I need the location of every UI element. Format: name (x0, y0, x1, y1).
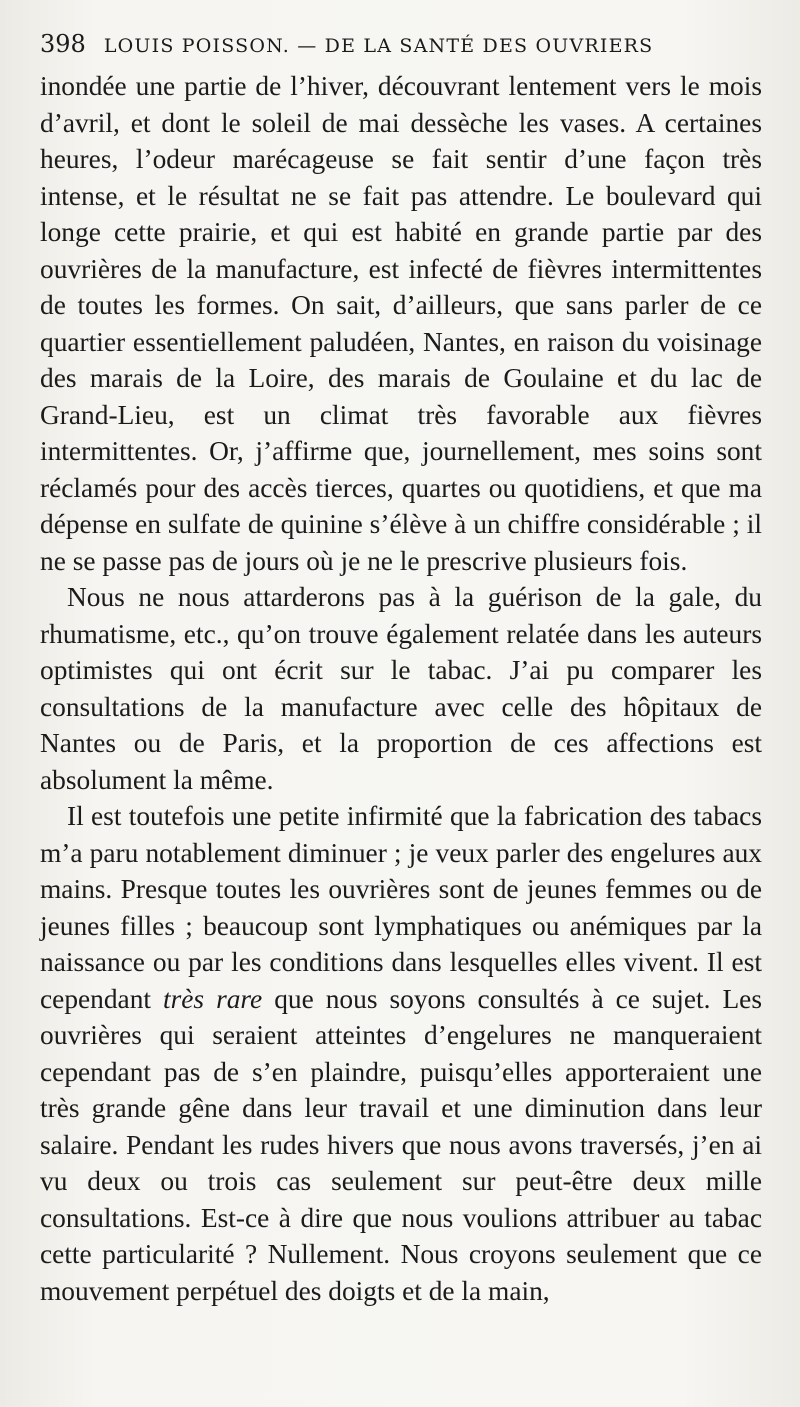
paragraph-continued: inondée une partie de l’hiver, découvrant lentement vers le mois d’avril, et dont le soleil de mai dessèche les vases. A certaines heures, l’odeur marécageuse se fait sentir d’une façon très intense, et le résultat ne se fait pas attendre. Le boulevard qui longe cette prairie, et qui est habité en grande partie par des ouvrières de la manufacture, est infecté de fièvres intermittentes de toutes les formes. On sait, d’ailleurs, que sans parler de ce quartier essentiellement paludéen, Nantes, en raison du voisinage des marais de la Loire, des marais de Goulaine et du lac de Grand-Lieu, est un climat très favorable aux fièvres intermittentes. Or, j’affirme que, journellement, mes soins sont réclamés pour des accès tierces, quartes ou quotidiens, et que ma dépense en sulfate de quinine s’élève à un chiffre considérable ; il ne se passe pas de jours où je ne le prescrive plusieurs fois. (40, 71, 762, 576)
paragraph-text: Il est toutefois une petite infirmité que la fabrication des tabacs m’a paru notablement diminuer ; je veux parler des engelures aux mains. Presque toutes les ouvrières sont de jeunes femmes ou de jeunes filles ; beaucoup sont lymphatiques ou anémiques par la naissance ou par les conditions dans lesquelles elles vivent. Il est cependant (40, 801, 762, 1014)
running-header (40, 30, 762, 68)
body-text (40, 68, 762, 1309)
paragraph (40, 798, 762, 1309)
running-title: LOUIS POISSON. — DE LA SANTÉ DES OUVRIERS (103, 35, 654, 57)
emphasized-text: très rare (163, 983, 263, 1014)
paragraph-text: que nous soyons consultés à ce sujet. Les ouvrières qui seraient atteintes d’engelures ne manqueraient cependant pas de s’en plaindre, puisqu’elles apporteraient une très grande gêne dans leur travail et une diminution dans leur salaire. Pendant les rudes hivers que nous avons traversés, j’en ai vu deux ou trois cas seulement sur peut-être deux mille consultations. Est-ce à dire que nous voulions attribuer au tabac cette particularité ? Nullement. Nous croyons seulement que ce mouvement perpétuel des doigts et de la main, (40, 983, 762, 1306)
page-number: 398 (40, 30, 86, 58)
paragraph: Nous ne nous attarderons pas à la guérison de la gale, du rhumatisme, etc., qu’on trouve également relatée dans les auteurs optimistes qui ont écrit sur le tabac. J’ai pu comparer les consultations de la manufacture avec celle des hôpitaux de Nantes ou de Paris, et la proportion de ces affections est absolument la même. (40, 582, 762, 795)
